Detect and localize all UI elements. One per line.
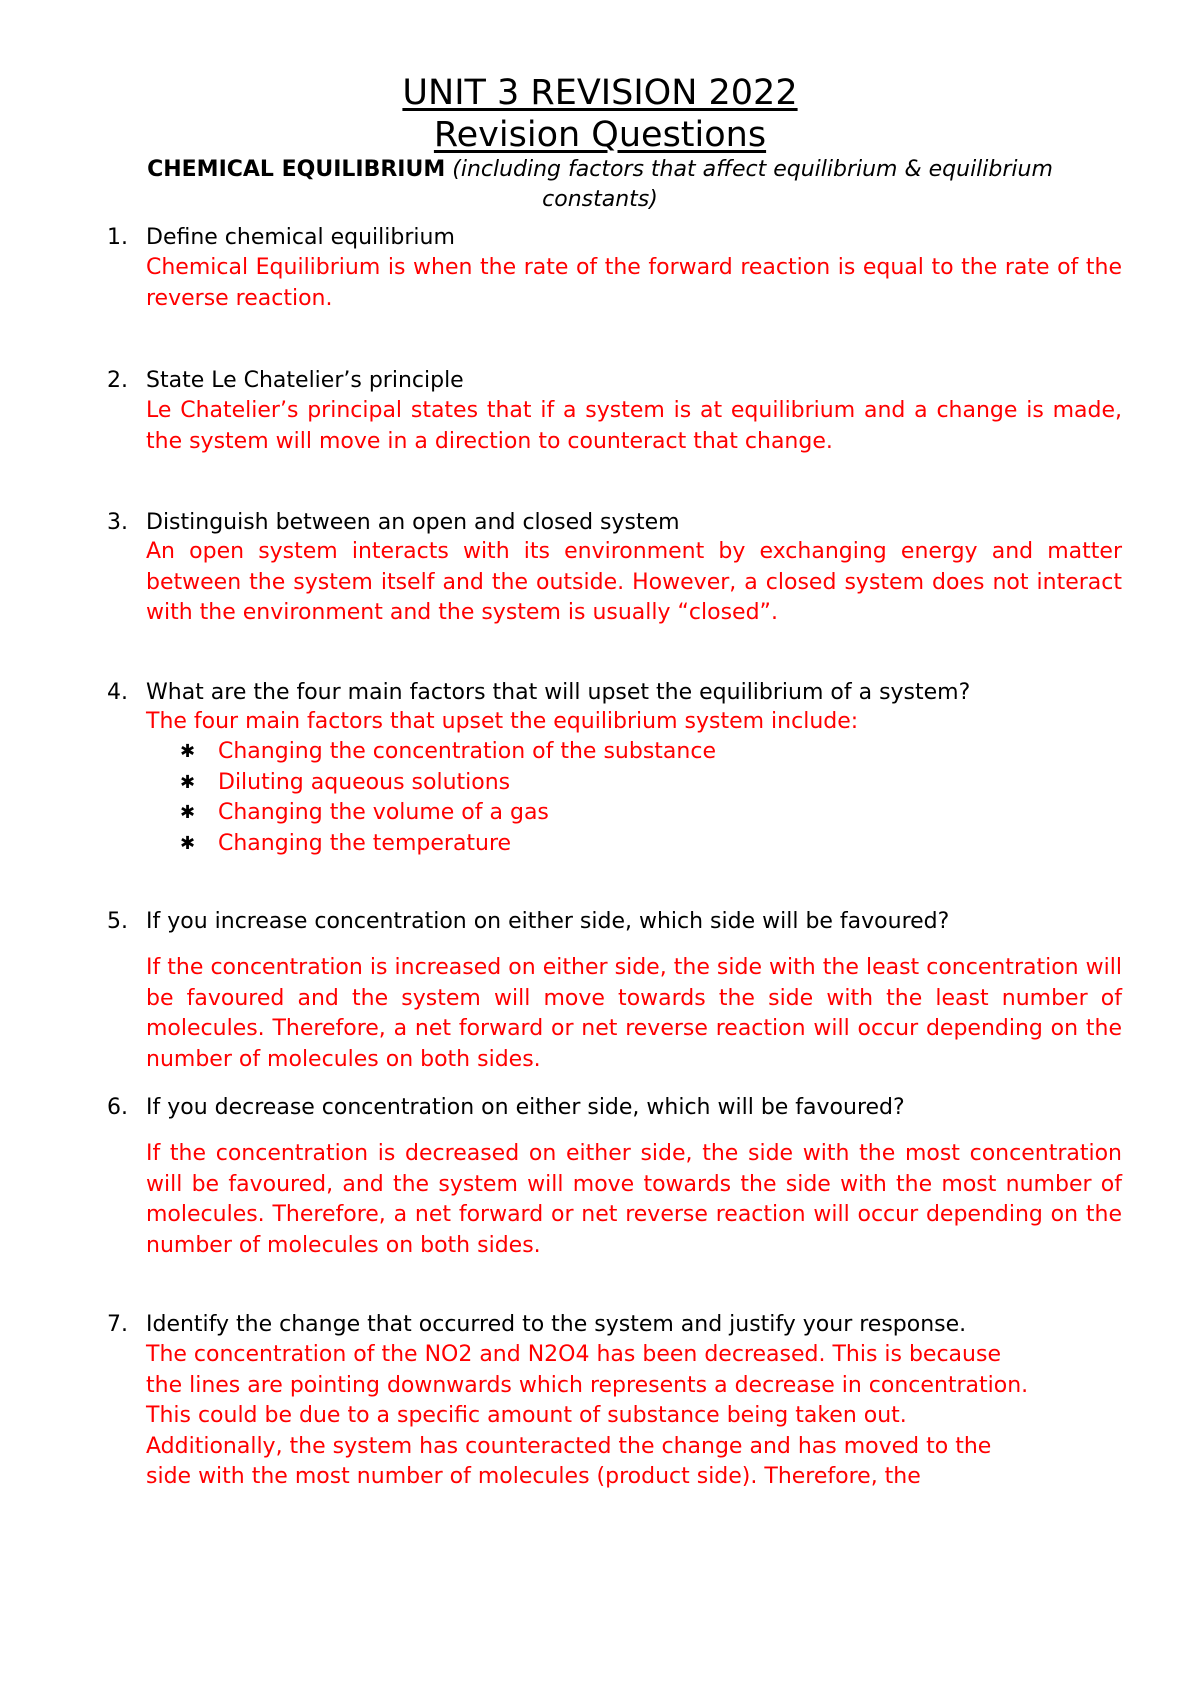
factors-list — [146, 737, 1106, 859]
document-title: UNIT 3 REVISION 2022 — [402, 73, 798, 113]
answer-line: The concentration of the NO2 and N2O4 has been decreased. This is because — [146, 1342, 1001, 1367]
question-text: Distinguish between an open and closed system — [146, 510, 680, 535]
question-3 — [107, 508, 1122, 539]
question-4 — [107, 678, 1122, 709]
section-heading — [90, 155, 1110, 215]
asterisk-bullet-icon: ✱ — [180, 771, 196, 793]
question-text: Define chemical equilibrium — [146, 225, 455, 250]
question-number: 7. — [107, 1312, 128, 1337]
answer-5: If the concentration is increased on either side, the side with the least concentration will be favoured and the system will move towards the side with the least number of molecules. Therefore, a net forward or net reverse reaction will occur depending on the number of molecules on both sides. — [146, 955, 1122, 1072]
question-text: State Le Chatelier’s principle — [146, 368, 464, 393]
answer-6: If the concentration is decreased on either side, the side with the most concentration will be favoured, and the system will move towards the side with the most number of molecules. Therefore, a net forward or net reverse reaction will occur depending on the number of molecules on both sides. — [146, 1141, 1122, 1258]
question-number: 6. — [107, 1095, 128, 1120]
question-7 — [107, 1310, 1122, 1341]
question-number: 5. — [107, 909, 128, 934]
list-item: ✱ Changing the concentration of the substance — [146, 737, 1106, 768]
asterisk-bullet-icon: ✱ — [180, 802, 196, 823]
asterisk-bullet-icon: ✱ — [180, 832, 196, 854]
list-item: ✱ Diluting aqueous solutions — [146, 768, 1106, 799]
asterisk-bullet-icon: ✱ — [180, 741, 196, 762]
answer-3: An open system interacts with its environment by exchanging energy and matter between the system itself and the outside. However, a closed system does not interact with the environment and the system is usually “closed”. — [146, 539, 1122, 625]
question-text: Identify the change that occurred to the system and justify your response. — [146, 1312, 967, 1337]
answer-2: Le Chatelier’s principal states that if a system is at equilibrium and a change is made, the system will move in a direction to counteract that change. — [146, 398, 1122, 454]
question-number: 4. — [107, 680, 128, 705]
list-item: ✱ Changing the temperature — [146, 829, 1106, 860]
question-6 — [107, 1093, 1122, 1124]
document-subtitle: Revision Questions — [433, 115, 767, 155]
answer-line: Additionally, the system has counteracted the change and has moved to the — [146, 1433, 992, 1459]
answer-line: the lines are pointing downwards which represents a decrease in concentration. — [146, 1372, 1029, 1398]
list-item: ✱ Changing the volume of a gas — [146, 798, 1106, 829]
section-heading-italic: (including factors that affect equilibrium & equilibrium constants) — [452, 157, 1053, 212]
answer-line: This could be due to a specific amount of substance being taken out. — [146, 1403, 907, 1428]
question-text: What are the four main factors that will upset the equilibrium of a system? — [146, 680, 971, 705]
question-1 — [107, 223, 1122, 254]
answer-line: side with the most number of molecules (product side). Therefore, the — [146, 1464, 921, 1489]
question-number: 1. — [107, 225, 128, 250]
question-text: If you decrease concentration on either side, which will be favoured? — [146, 1095, 905, 1120]
question-number: 2. — [107, 368, 128, 393]
answer-1: Chemical Equilibrium is when the rate of the forward reaction is equal to the rate of the reverse reaction. — [146, 255, 1122, 311]
answer-7 — [146, 1340, 1122, 1493]
section-heading-bold: CHEMICAL EQUILIBRIUM — [147, 157, 446, 182]
answer-4: The four main factors that upset the equilibrium system include: — [146, 709, 859, 734]
question-5 — [107, 907, 1122, 938]
question-text: If you increase concentration on either side, which side will be favoured? — [146, 909, 950, 934]
question-2 — [107, 366, 1122, 397]
question-number: 3. — [107, 510, 128, 535]
